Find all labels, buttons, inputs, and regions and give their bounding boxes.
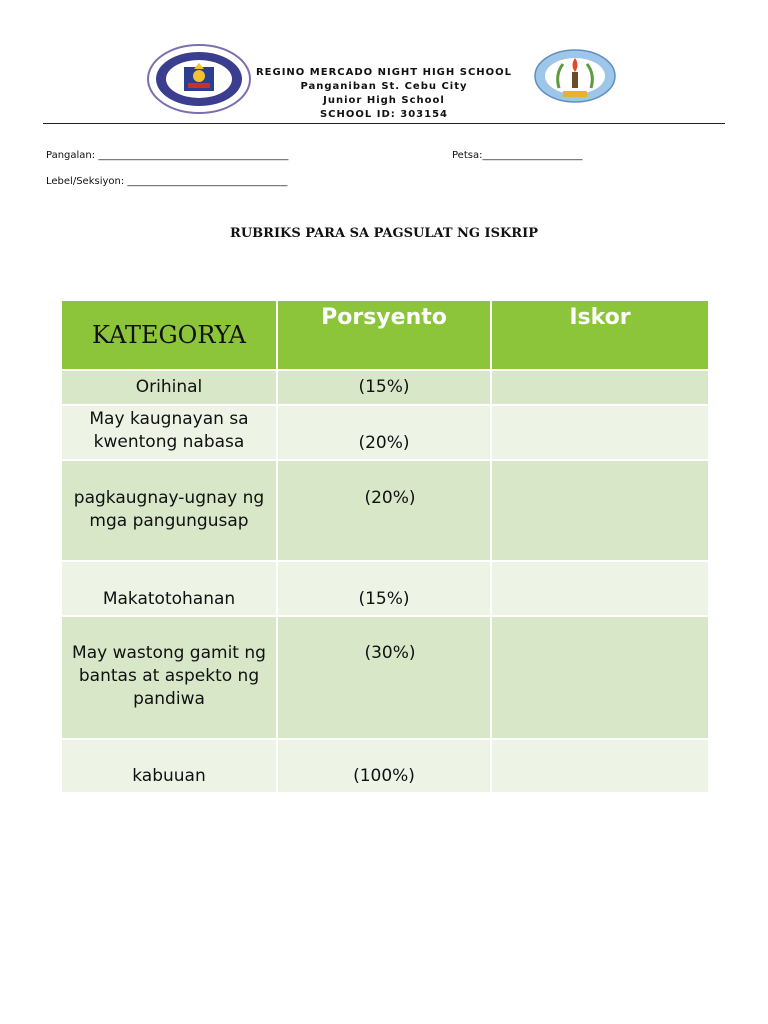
rubric-table <box>60 299 710 794</box>
school-address: Panganiban St. Cebu City <box>300 81 468 92</box>
percent-cell: (100%) <box>278 740 490 792</box>
header-kategorya: KATEGORYA <box>62 301 276 369</box>
table-row <box>62 406 708 459</box>
category-cell: pagkaugnay-ugnay ng mga pangungusap <box>62 461 276 560</box>
category-cell: kabuuan <box>62 740 276 792</box>
percent-cell: (30%) <box>278 617 490 738</box>
percent-cell: (15%) <box>278 562 490 615</box>
score-cell[interactable] <box>492 562 708 615</box>
school-info <box>252 66 516 122</box>
rubric-title: RUBRIKS PARA SA PAGSULAT NG ISKRIP <box>230 226 538 241</box>
date-field: Petsa:____________________ <box>452 150 583 161</box>
header-iskor: Iskor <box>492 301 708 369</box>
level-section-field: Lebel/Seksiyon: ________________________________ <box>46 176 288 187</box>
category-cell: May kaugnayan sa kwentong nabasa <box>62 406 276 459</box>
table-row <box>62 740 708 792</box>
school-id: SCHOOL ID: 303154 <box>319 109 448 120</box>
percent-cell: (20%) <box>278 461 490 560</box>
table-row <box>62 371 708 404</box>
table-header-row <box>62 301 708 369</box>
header-porsyento: Porsyento <box>278 301 490 369</box>
document-header <box>0 0 768 124</box>
deped-seal-logo <box>146 43 252 115</box>
school-level: Junior High School <box>323 95 445 106</box>
school-name: REGINO MERCADO NIGHT HIGH SCHOOL <box>255 67 513 78</box>
percent-cell: (20%) <box>278 406 490 459</box>
category-cell: Orihinal <box>62 371 276 404</box>
table-row <box>62 562 708 615</box>
name-field: Pangalan: ______________________________________ <box>46 150 289 161</box>
category-cell: Makatotohanan <box>62 562 276 615</box>
header-divider <box>43 123 725 124</box>
school-seal-logo <box>533 48 617 104</box>
table-row <box>62 461 708 560</box>
score-cell[interactable] <box>492 371 708 404</box>
category-cell: May wastong gamit ng bantas at aspekto ng pandiwa <box>62 617 276 738</box>
score-cell[interactable] <box>492 406 708 459</box>
score-cell[interactable] <box>492 740 708 792</box>
score-cell[interactable] <box>492 461 708 560</box>
score-cell[interactable] <box>492 617 708 738</box>
table-row <box>62 617 708 738</box>
percent-cell: (15%) <box>278 371 490 404</box>
